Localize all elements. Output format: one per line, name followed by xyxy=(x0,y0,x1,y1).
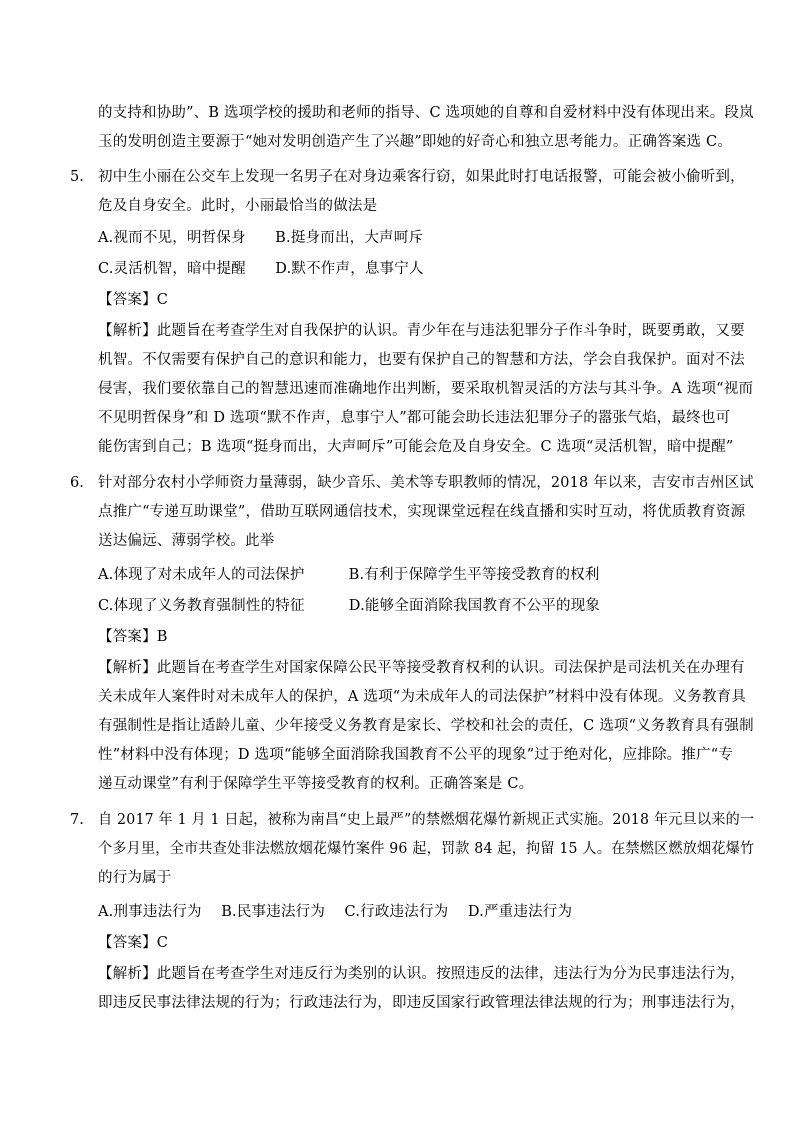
analysis-line: 关未成年人案件时对未成年人的保护，A 选项“为未成年人的司法保护”材料中没有体现。义务教育具 xyxy=(98,689,747,705)
question-number: 5. xyxy=(70,169,84,185)
analysis-line: 性”材料中没有体现；D 选项“能够全面消除我国教育不公平的现象”过于绝对化，应排除。推广“专 xyxy=(98,747,734,763)
analysis-line: 有强制性是指让适龄儿童、少年接受义务教育是家长、学校和社会的责任，C 选项“义务教育具有强制 xyxy=(98,718,754,734)
answer-label: 【答案】C xyxy=(98,935,169,951)
question-stem-line: 的行为属于 xyxy=(98,870,172,886)
question-stem-line: 针对部分农村小学师资力量薄弱，缺少音乐、美术等专职教师的情况，2018 年以来，吉安市吉州区试 xyxy=(98,475,754,491)
question-number: 7. xyxy=(70,812,84,828)
question-options-line: C.体现了义务教育强制性的特征 D.能够全面消除我国教育不公平的现象 xyxy=(98,598,601,614)
analysis-line: 【解析】此题旨在考查学生对自我保护的认识。青少年在与违法犯罪分子作斗争时，既要勇敢，又要 xyxy=(98,323,745,339)
question-options-line: A.刑事违法行为 B.民事违法行为 C.行政违法行为 D.严重违法行为 xyxy=(98,904,573,920)
question-options-line: A.视而不见，明哲保身 B.挺身而出，大声呵斥 xyxy=(98,230,424,246)
question-stem-line: 自 2017 年 1 月 1 日起，被称为南昌“史上最严”的禁燃烟花爆竹新规正式实施。2018 年元旦以来的一 xyxy=(98,812,755,828)
analysis-line: 即违反民事法律法规的行为；行政违法行为，即违反国家行政管理法律法规的行为；刑事违法行为， xyxy=(98,995,745,1011)
question-stem-line: 危及自身安全。此时，小丽最恰当的做法是 xyxy=(98,198,378,214)
question-stem-line: 初中生小丽在公交车上发现一名男子在对身边乘客行窃，如果此时打电话报警，可能会被小偷听到， xyxy=(98,169,745,185)
question-stem-line: 送达偏远、薄弱学校。此举 xyxy=(98,533,275,549)
analysis-line: 机智。不仅需要有保护自己的意识和能力，也要有保护自己的智慧和方法，学会自我保护。面对不法 xyxy=(98,352,745,368)
analysis-line: 【解析】此题旨在考查学生对违反行为类别的认识。按照违反的法律，违法行为分为民事违法行为， xyxy=(98,966,745,982)
question-number: 6. xyxy=(70,475,84,491)
analysis-line: 侵害，我们要依靠自己的智慧迅速而准确地作出判断，要采取机智灵活的方法与其斗争。A 选项“视而 xyxy=(98,381,754,397)
analysis-line: 能伤害到自己；B 选项“挺身而出，大声呵斥”可能会危及自身安全。C 选项“灵活机智，暗中提醒” xyxy=(98,439,734,455)
question-options-line: A.体现了对未成年人的司法保护 B.有利于保障学生平等接受教育的权利 xyxy=(98,567,600,583)
question-stem-line: 个多月里，全市共查处非法燃放烟花爆竹案件 96 起，罚款 84 起，拘留 15 人。在禁燃区燃放烟花爆竹 xyxy=(98,841,755,857)
answer-label: 【答案】C xyxy=(98,292,169,308)
continuation-line-2: 玉的发明创造主要源于“她对发明创造产生了兴趣”即她的好奇心和独立思考能力。正确答案选 C。 xyxy=(98,134,733,150)
analysis-line: 不见明哲保身”和 D 选项“默不作声，息事宁人”都可能会助长违法犯罪分子的嚣张气焰，最终也可 xyxy=(98,410,731,426)
analysis-line: 【解析】此题旨在考查学生对国家保障公民平等接受教育权利的认识。司法保护是司法机关在办理有 xyxy=(98,660,745,676)
continuation-line-1: 的支持和协助”、B 选项学校的援助和老师的指导、C 选项她的自尊和自爱材料中没有体现出来。段岚 xyxy=(98,105,754,121)
answer-label: 【答案】B xyxy=(98,629,168,645)
analysis-line: 递互动课堂”有利于保障学生平等接受教育的权利。正确答案是 C。 xyxy=(98,776,534,792)
question-stem-line: 点推广“专递互助课堂”，借助互联网通信技术，实现课堂远程在线直播和实时互动，将优质教育资源 xyxy=(98,504,746,520)
question-options-line: C.灵活机智，暗中提醒 D.默不作声，息事宁人 xyxy=(98,261,424,277)
